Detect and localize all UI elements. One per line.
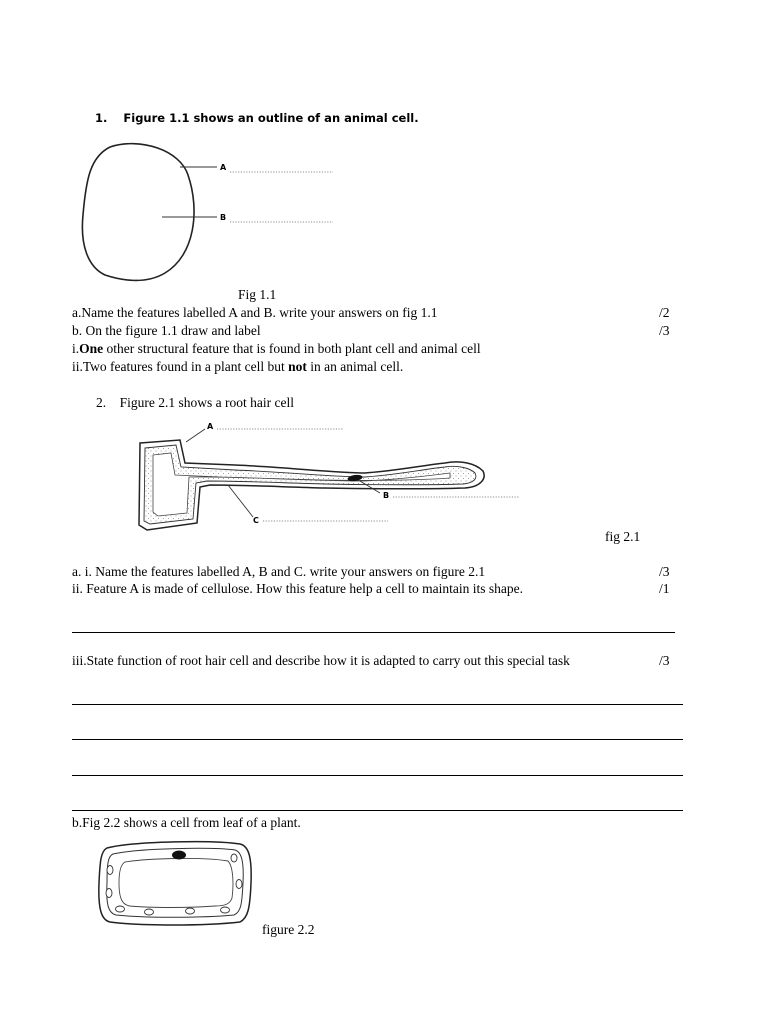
chloroplast [145,909,154,915]
question-1b-ii-after: in an animal cell. [306,359,404,374]
answer-line[interactable] [72,775,683,776]
chloroplast [221,907,230,913]
question-2a-iii-marks: /3 [659,653,670,668]
question-1b-ii-text [72,359,403,375]
label-b: B [220,213,227,222]
chloroplast [107,866,113,875]
question-1a-marks: /2 [659,305,670,320]
label-c: C [253,516,259,525]
question-2b-text: b.Fig 2.2 shows a cell from leaf of a plant. [72,815,301,830]
question-2a-iii-text: iii.State function of root hair cell and describe how it is adapted to carry out this special task [72,653,570,668]
leaf-cell-nucleus [172,851,186,860]
question-2a-ii-marks: /1 [659,581,670,596]
question-1b-ii-before: ii.Two features found in a plant cell but [72,359,289,374]
question-2-heading [96,395,294,411]
question-1b-i-rest: other structural feature that is found in both plant cell and animal cell [103,341,481,356]
figure-1-1-caption: Fig 1.1 [238,287,277,302]
answer-line[interactable] [72,739,683,740]
chloroplast [106,889,112,898]
leaf-cell-figure [95,838,255,928]
question-1-heading [95,111,419,125]
chloroplast [231,854,237,862]
question-1b-ii-bold: not [288,359,307,374]
chloroplast [236,880,242,889]
figure-2-1-caption: fig 2.1 [605,529,641,544]
label-b: B [383,491,390,500]
question-2a-ii-text: ii. Feature A is made of cellulose. How this feature help a cell to maintain its shape. [72,581,524,596]
chloroplast [186,908,195,914]
animal-cell-figure [70,135,370,295]
question-1-number: 1. [95,111,108,125]
question-2a-i-marks: /3 [659,564,670,579]
question-2-number: 2. [96,395,107,410]
question-1b-i-prefix: i. [72,341,80,356]
label-a: A [220,163,227,172]
question-2a-i-text: a. i. Name the features labelled A, B and C. write your answers on figure 2.1 [72,564,486,579]
question-1-prompt: Figure 1.1 shows an outline of an animal cell. [123,111,419,125]
animal-cell-outline [82,144,194,281]
question-1b-i-text [72,341,481,357]
label-c-leader [228,485,253,517]
figure-2-2-caption: figure 2.2 [262,922,315,937]
label-a: A [207,422,214,431]
answer-line[interactable] [72,632,675,633]
question-2-prompt: Figure 2.1 shows a root hair cell [119,395,294,410]
question-1a-text: a.Name the features labelled A and B. write your answers on fig 1.1 [72,305,438,320]
question-1b-i-bold: One [79,341,104,356]
answer-line[interactable] [72,704,683,705]
question-1b-marks: /3 [659,323,670,338]
chloroplast [116,906,125,912]
answer-line[interactable] [72,810,683,811]
root-hair-cell-figure [125,415,545,535]
question-1b-text: b. On the figure 1.1 draw and label [72,323,261,338]
leaf-cell-vacuole [119,858,233,907]
label-a-leader [186,429,205,442]
